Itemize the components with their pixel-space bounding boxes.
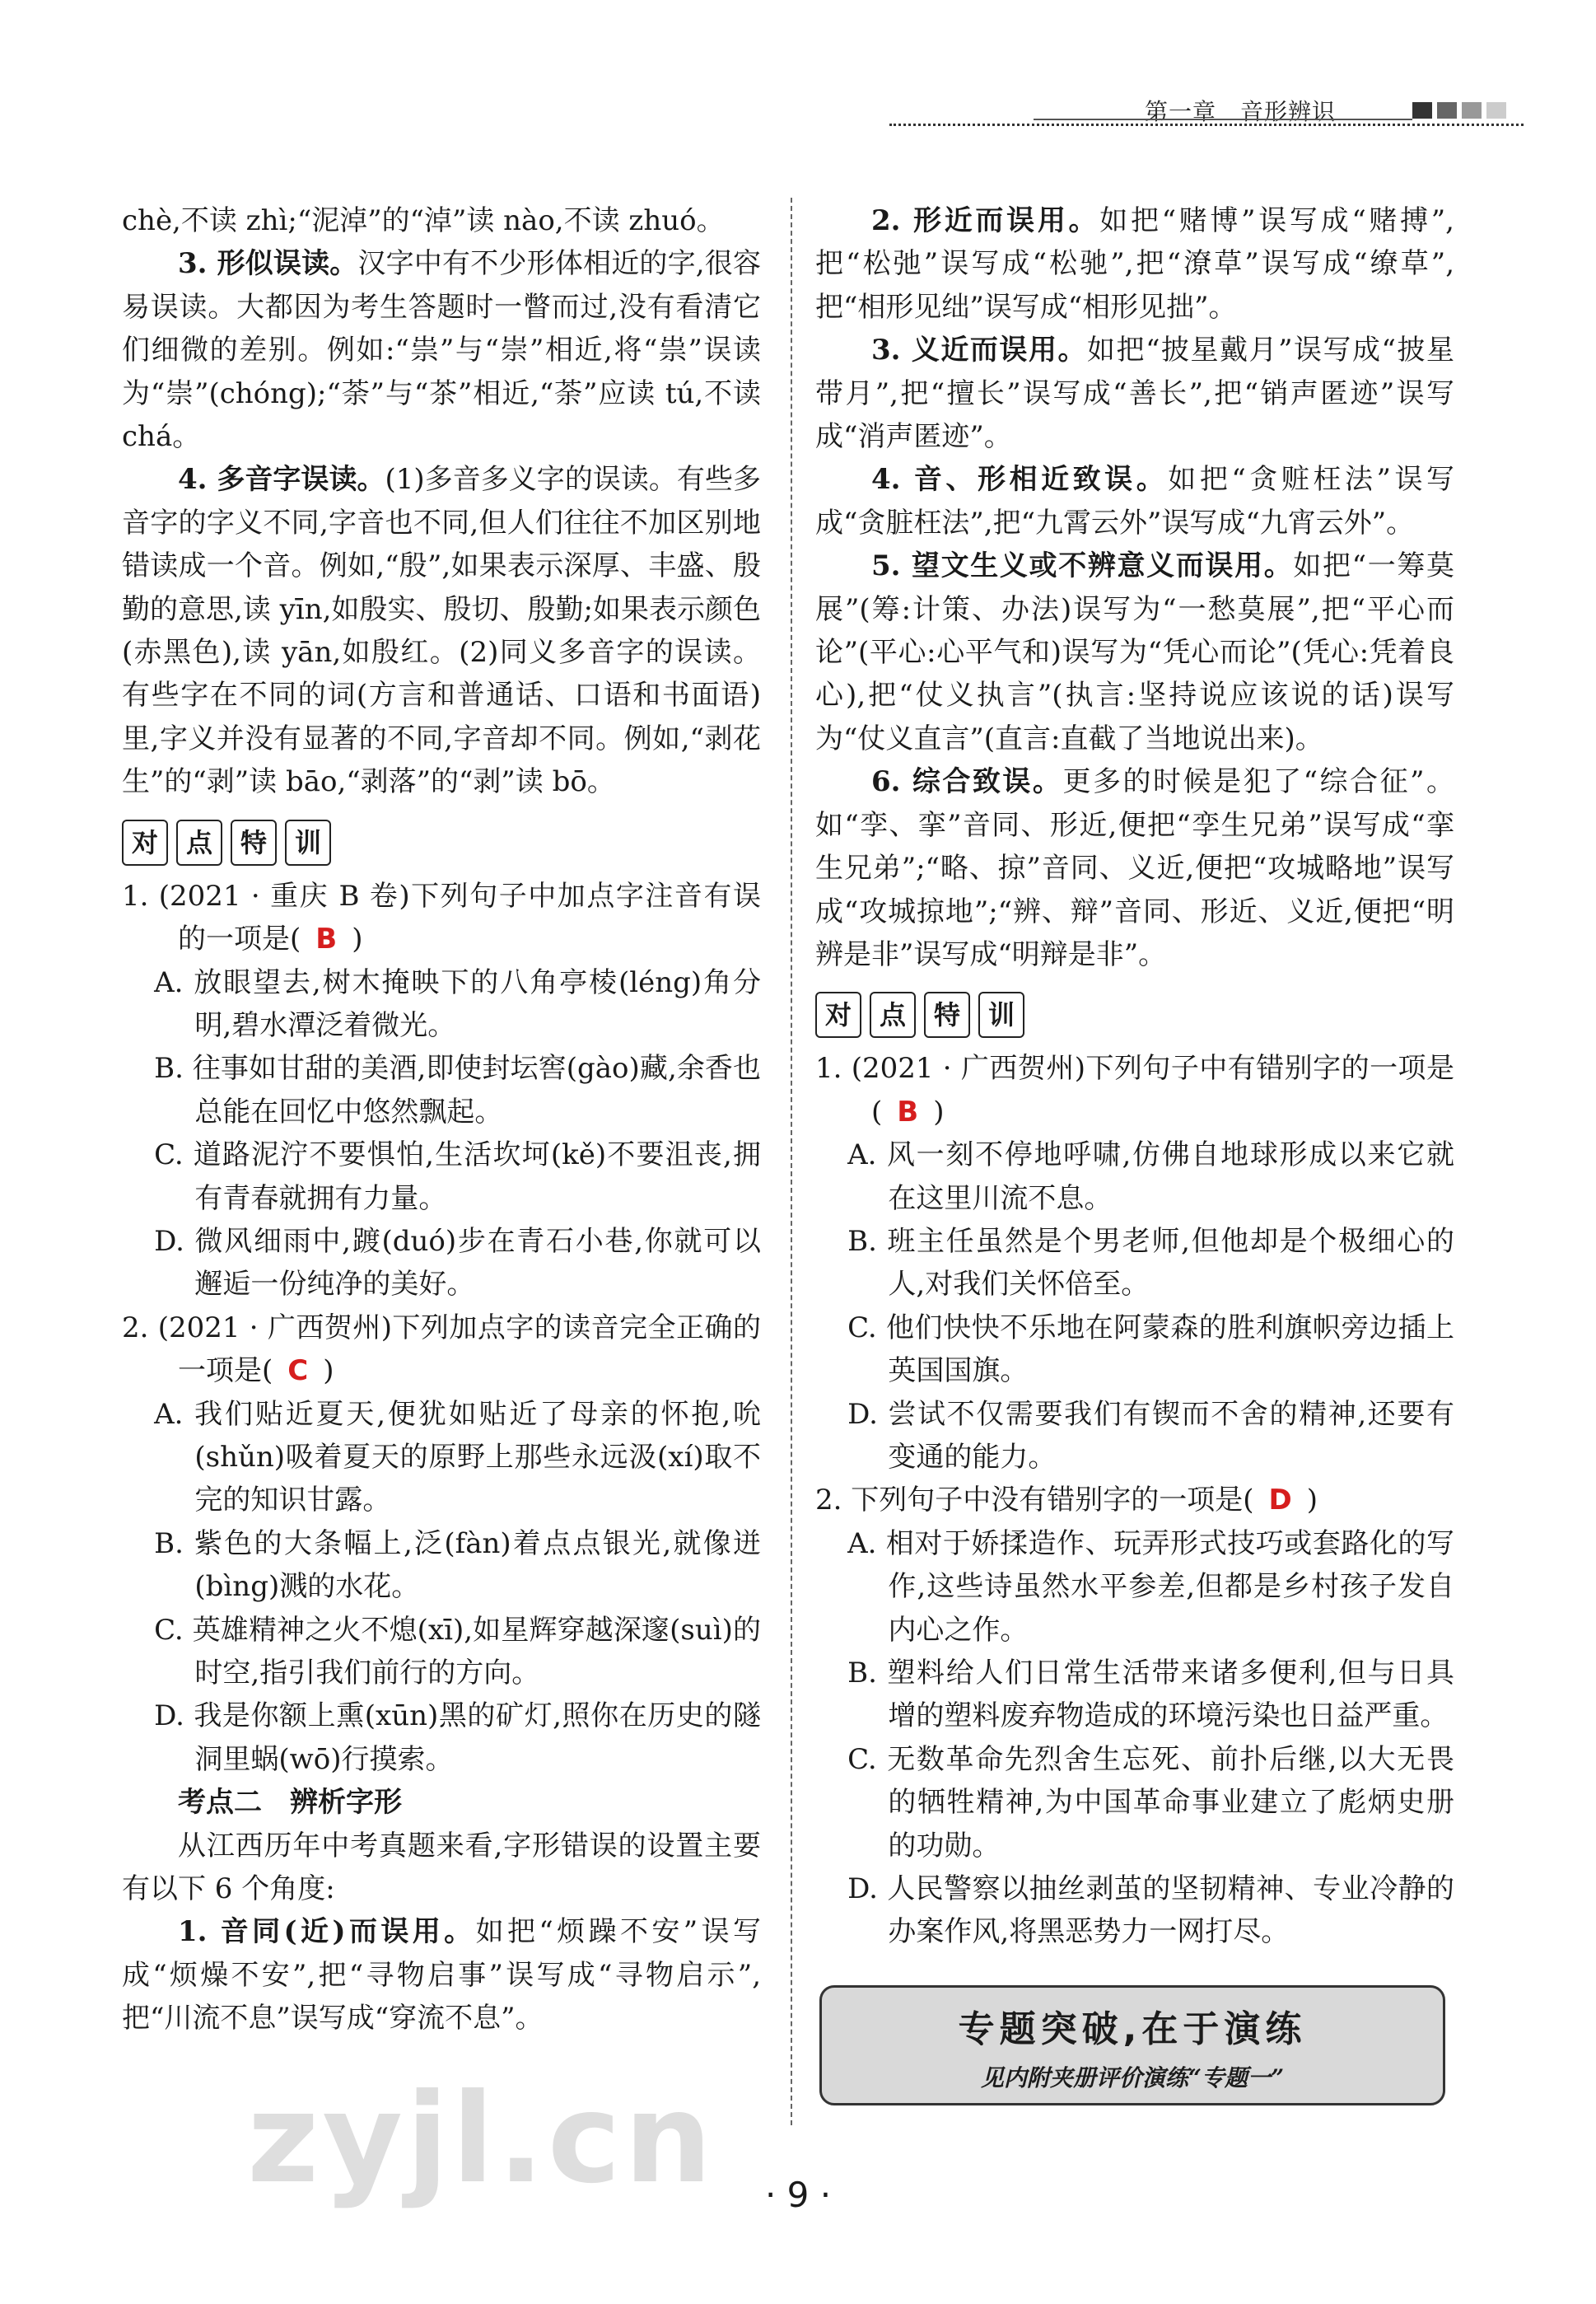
train-char: 特 [924, 992, 970, 1038]
question-stem: 2. 下列句子中没有错别字的一项是( [815, 1484, 1254, 1517]
question-stem-end: ) [1306, 1484, 1318, 1517]
header-square-4 [1486, 102, 1506, 119]
option: A. 我们贴近夏天,便犹如贴近了母亲的怀抱,吮(shǔn)吸着夏天的原野上那些永远汲(xí)取不完的知识甘露。 [154, 1397, 761, 1517]
heading-meaning-near: 3. 义近而误用。 [871, 334, 1088, 367]
option: A. 相对于娇揉造作、玩弄形式技巧或套路化的写作,这些诗虽然水平参差,但都是乡村孩子发自内心之作。 [847, 1526, 1454, 1647]
heading-homophone: 1. 音同(近)而误用。 [178, 1915, 476, 1949]
question-left-2 [122, 1306, 761, 1393]
practice-banner [819, 1985, 1445, 2105]
question-stem-end: ) [933, 1095, 945, 1129]
answer-mark: B [897, 1095, 919, 1129]
option: B. 紫色的大条幅上,泛(fàn)着点点银光,就像迸(bìng)溅的水花。 [154, 1526, 761, 1604]
train-char: 点 [870, 992, 916, 1038]
banner-subtitle: 见内附夹册评价演练“专题一” [980, 2064, 1285, 2091]
train-char: 对 [815, 992, 861, 1038]
paragraph-combined [815, 760, 1454, 976]
question-left-1 [122, 875, 761, 961]
option: D. 微风细雨中,踱(duó)步在青石小巷,你就可以邂逅一份纯净的美好。 [154, 1224, 761, 1302]
text-similar-form: 汉字中有不少形体相近的字,很容易误读。大都因为考生答题时一瞥而过,没有看清它们细微的差别。例如:“祟”与“崇”相近,将“祟”误读为“崇”(chóng);“荼”与“茶”相近,“荼”应读 tú,不读 chá。 [122, 247, 761, 454]
question-stem-end: ) [352, 923, 363, 956]
answer-mark: D [1268, 1484, 1292, 1517]
option: D. 尝试不仅需要我们有锲而不舍的精神,还要有变通的能力。 [847, 1397, 1454, 1474]
option: C. 道路泥泞不要惧怕,生活坎坷(kě)不要沮丧,拥有青春就拥有力量。 [154, 1138, 761, 1215]
training-label-right [815, 989, 1454, 1040]
text-literal: 如把“一筹莫展”(筹:计策、办法)误写为“一愁莫展”,把“平心而论”(平心:心平气和)误写为“凭心而论”(凭心:凭着良心),把“仗义执言”(执言:坚持说应该说的话)误写为“仗义直言”(直言:直截了当地说出来)。 [815, 549, 1454, 755]
paragraph-sound-shape [815, 458, 1454, 544]
option: B. 往事如甘甜的美酒,即使封坛窖(gào)藏,余香也总能在回忆中悠然飘起。 [154, 1052, 761, 1129]
banner-title: 专题突破,在于演练 [958, 2008, 1307, 2050]
option: B. 班主任虽然是个男老师,但他却是个极细心的人,对我们关怀倍至。 [847, 1224, 1454, 1302]
header-rule-dotted [889, 124, 1524, 126]
left-column [122, 199, 761, 2040]
text-sound-shape: 如把“贪赃枉法”误写成“贪脏枉法”,把“九霄云外”误写成“九宵云外”。 [815, 463, 1454, 540]
answer-mark: B [315, 923, 338, 956]
page-number: · 9 · [764, 2175, 832, 2215]
heading-literal: 5. 望文生义或不辨意义而误用。 [871, 549, 1294, 583]
train-char: 对 [122, 820, 168, 866]
paragraph-homophone [122, 1910, 761, 2040]
chapter-title: 第一章 音形辨识 [1145, 98, 1337, 125]
heading-combined: 6. 综合致误。 [871, 765, 1063, 799]
paragraph-literal [815, 544, 1454, 760]
paragraph-shape-near [815, 199, 1454, 329]
heading-sound-shape: 4. 音、形相近致误。 [871, 463, 1169, 497]
option: D. 人民警察以抽丝剥茧的坚韧精神、专业冷静的办案作风,将黑恶势力一网打尽。 [847, 1872, 1454, 1949]
paragraph-continued: chè,不读 zhì;“泥淖”的“淖”读 nào,不读 zhuó。 [122, 204, 725, 237]
question-stem: 2. (2021 · 广西贺州)下列加点字的读音完全正确的一项是( [122, 1311, 761, 1388]
text-meaning-near: 如把“披星戴月”误写成“披星带月”,把“擅长”误写成“善长”,把“销声匿迹”误写成“消声匿迹”。 [815, 334, 1454, 454]
column-divider [791, 198, 792, 2125]
header-square-1 [1412, 102, 1432, 119]
header-square-3 [1462, 102, 1482, 119]
question-right-1 [815, 1047, 1454, 1133]
header-square-2 [1437, 102, 1457, 119]
header-decoration [1412, 102, 1506, 119]
watermark: zyjl.cn [247, 2068, 716, 2211]
text-shape-near: 如把“赌博”误写成“赌搏”,把“松弛”误写成“松驰”,把“潦草”误写成“缭草”,把“相形见绌”误写成“相形见拙”。 [815, 204, 1454, 324]
question-stem: 1. (2021 · 广西贺州)下列句子中有错别字的一项是( [815, 1052, 1454, 1129]
heading-shape-near: 2. 形近而误用。 [871, 204, 1100, 237]
header-rule-solid [1034, 119, 1412, 120]
option: B. 塑料给人们日常生活带来诸多便利,但与日具增的塑料废弃物造成的环境污染也日益严重。 [847, 1657, 1454, 1733]
question-right-2 [815, 1479, 1454, 1521]
text-combined: 更多的时候是犯了“综合征”。如“孪、挛”音同、形近,便把“孪生兄弟”误写成“挛生兄弟”;“略、掠”音同、义近,便把“攻城略地”误写成“攻城掠地”;“辨、辩”音同、形近、义近,便把“明辨是非”误写成“明辩是非”。 [815, 765, 1454, 971]
option: C. 英雄精神之火不熄(xī),如星辉穿越深邃(suì)的时空,指引我们前行的方向。 [154, 1613, 761, 1689]
paragraph-meaning-near [815, 329, 1454, 458]
text-homophone: 如把“烦躁不安”误写成“烦燥不安”,把“寻物启事”误写成“寻物启示”,把“川流不息”误写成“穿流不息”。 [122, 1915, 761, 2035]
training-label-left [122, 817, 761, 868]
train-char: 训 [285, 820, 331, 866]
option: C. 他们快快不乐地在阿蒙森的胜利旗帜旁边插上英国国旗。 [847, 1311, 1454, 1388]
section-intro: 从江西历年中考真题来看,字形错误的设置主要有以下 6 个角度: [122, 1829, 761, 1906]
option: C. 无数革命先烈舍生忘死、前扑后继,以大无畏的牺牲精神,为中国革命事业建立了彪炳史册的功勋。 [847, 1742, 1454, 1862]
train-char: 特 [231, 820, 277, 866]
train-char: 点 [176, 820, 222, 866]
question-stem-end: ) [323, 1354, 334, 1388]
text-polyphone: (1)多音多义字的误读。有些多音字的字义不同,字音也不同,但人们往往不加区别地错读成一个音。例如,“殷”,如果表示深厚、丰盛、殷勤的意思,读 yīn,如殷实、殷切、殷勤;如果表示颜色(赤黑色),读 yān,如殷红。(2)同义多音字的误读。有些字在不同的词(方言和普通话、口语和书面语)里,字义并没有显著的不同,字音却不同。例如,“剥花生”的“剥”读 bāo,“剥落”的“剥”读 bō。 [122, 463, 761, 799]
paragraph-similar-form [122, 242, 761, 458]
question-stem: 1. (2021 · 重庆 B 卷)下列句子中加点字注音有误的一项是( [122, 879, 761, 956]
train-char: 训 [978, 992, 1024, 1038]
heading-polyphone: 4. 多音字误读。 [178, 463, 385, 497]
option: D. 我是你额上熏(xūn)黑的矿灯,照你在历史的隧洞里蜗(wō)行摸索。 [154, 1699, 761, 1776]
paragraph-polyphone [122, 458, 761, 803]
right-column [815, 199, 1454, 1954]
answer-mark: C [287, 1354, 309, 1388]
heading-similar-form: 3. 形似误读。 [178, 247, 358, 281]
option: A. 放眼望去,树木掩映下的八角亭棱(léng)角分明,碧水潭泛着微光。 [154, 965, 761, 1042]
section-heading: 考点二 辨析字形 [178, 1786, 402, 1820]
option: A. 风一刻不停地呼啸,仿佛自地球形成以来它就在这里川流不息。 [847, 1138, 1454, 1215]
